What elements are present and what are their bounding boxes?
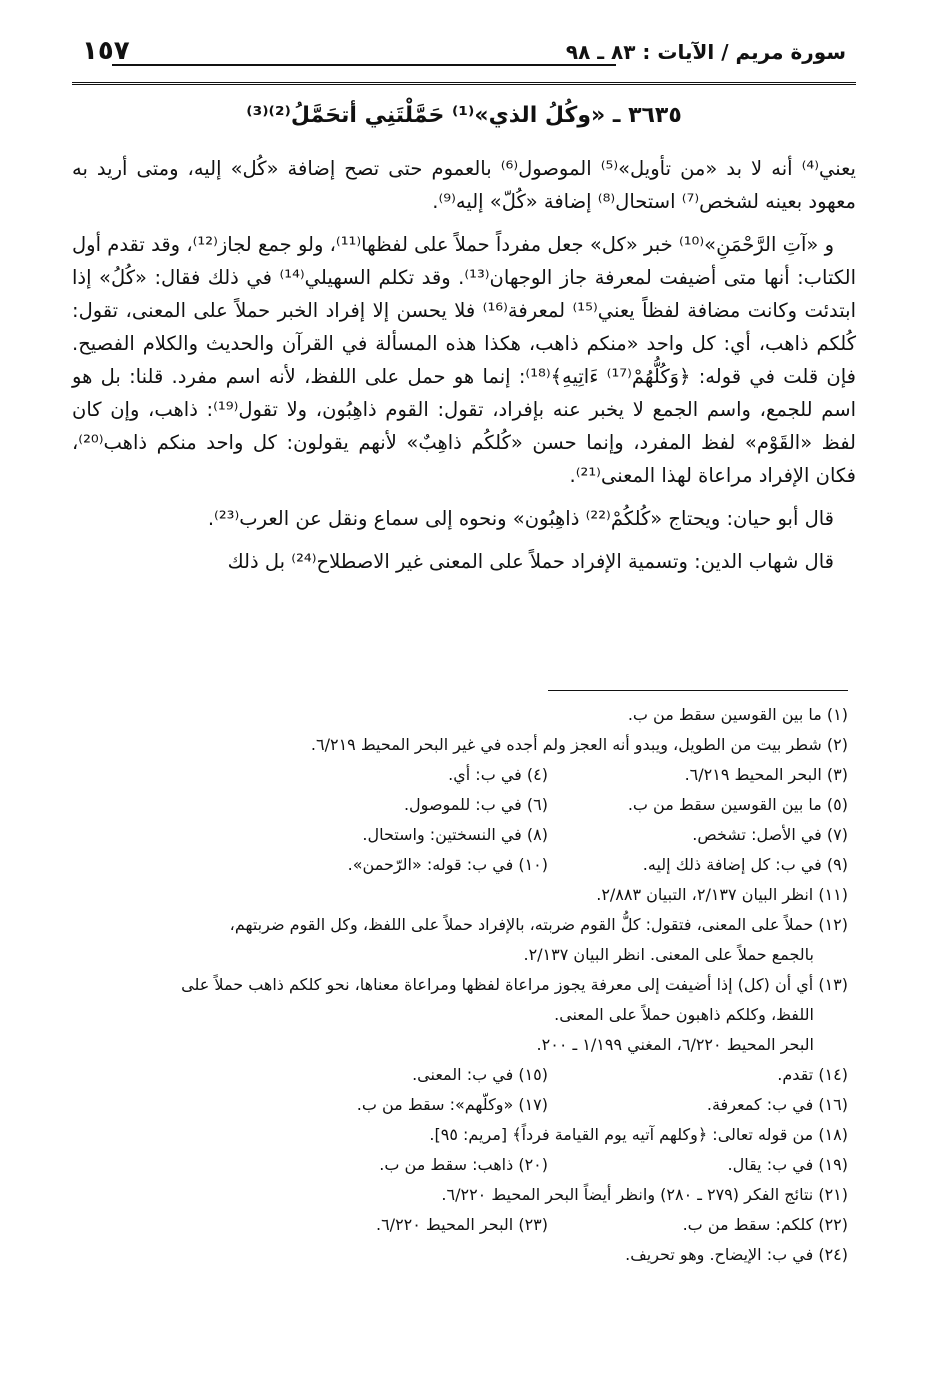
main-text xyxy=(72,152,856,588)
footnote-row xyxy=(80,850,848,880)
footnote-12-continued: بالجمع حملاً على المعنى. انظر البيان ٢/١٣٧. xyxy=(523,945,814,964)
entry-heading: ٣٦٣٥ ـ «وكُلُ الذي»⁽¹⁾ حَمَّلْتَنِي أتحَمَّلُ⁽²⁾⁽³⁾ xyxy=(246,103,682,128)
footnote-7: (٧) في الأصل: تشخص. xyxy=(692,825,848,844)
footnote-5: (٥) ما بين القوسين سقط من ب. xyxy=(627,795,848,814)
footnote-24: (٢٤) في ب: الإيضاح. وهو تحريف. xyxy=(625,1245,848,1264)
footnote-9: (٩) في ب: كل إضافة ذلك إليه. xyxy=(642,855,848,874)
footnote-14: (١٤) تقدم. xyxy=(777,1065,848,1084)
footnote-row xyxy=(80,1150,848,1180)
footnote-22: (٢٢) كلكم: سقط من ب. xyxy=(682,1215,848,1234)
footnote-separator xyxy=(548,690,848,691)
header-rule xyxy=(112,64,616,66)
footnote-row xyxy=(80,1090,848,1120)
footnote-17: (١٧) «وكلّهم»: سقط من ب. xyxy=(356,1095,548,1114)
body-paragraph-2: و «آتِ الرَّحْمَنِ»⁽¹⁰⁾ خبر «كل» جعل مفرداً حملاً على لفظها⁽¹¹⁾، ولو جمع لجاز⁽¹²⁾، وقد تقدم أول الكتاب: أنها متى أضيفت لمعرفة جاز الوجهان⁽¹³⁾. وقد تكلم السهيلي⁽¹⁴⁾ في ذلك فقال: «كُلُ» إذا ابتدئت وكانت مضافة لفظاً يعني⁽¹⁵⁾ لمعرفة⁽¹⁶⁾ فلا يحسن إلا إفراد الخبر حملاً على المعنى، تقول: كُلكم ذاهب، أي: كل واحد «منكم ذاهب، هكذا هذه المسألة في القرآن والحديث والكلام الفصيح. فإن قلت في قوله: ﴿وَكُلُّهُمْ⁽¹⁷⁾ ءَاتِيهِ﴾⁽¹⁸⁾: إنما هو حمل على اللفظ، لأنه اسم مفرد. قلنا: بل هو اسم للجمع، واسم الجمع لا يخبر عنه بإفراد، تقول: القوم ذاهِبُون، ولا تقول⁽¹⁹⁾: ذاهب، وإن كان لفظ «القَوْم» لفظ المفرد، وإنما حسن «كُلكُم ذاهِبٌ» لأنهم يقولون: كل واحد منكم ذاهب⁽²⁰⁾، فكان الإفراد مراعاة لهذا المعنى⁽²¹⁾. xyxy=(72,233,857,487)
footnote-11: (١١) انظر البيان ٢/١٣٧، التبيان ٢/٨٨٣. xyxy=(596,885,848,904)
footnote-16: (١٦) في ب: كمعرفة. xyxy=(706,1095,848,1114)
footnote-23: (٢٣) البحر المحيط ٦/٢٢٠. xyxy=(375,1215,548,1234)
footnote-13: (١٣) أي أن (كل) إذا أضيفت إلى معرفة يجوز مراعاة لفظها ومراعاة معناها، نحو كلكم ذاهب حملاً على xyxy=(181,975,848,994)
body-paragraph-1: يعني⁽⁴⁾ أنه لا بد «من تأويل»⁽⁵⁾ الموصول⁽⁶⁾ بالعموم حتى تصح إضافة «كُل» إليه، ومتى أريد به معهود بعينه لشخص⁽⁷⁾ استحال⁽⁸⁾ إضافة «كُلّ» إليه⁽⁹⁾. xyxy=(72,157,856,213)
footnote-row xyxy=(80,790,848,820)
page-number: ١٥٧ xyxy=(82,36,130,66)
running-header-title: سورة مريم / الآيات : ٨٣ ـ ٩٨ xyxy=(565,40,846,64)
footnote-1: (١) ما بين القوسين سقط من ب. xyxy=(627,705,848,724)
footnote-13-source: البحر المحيط ٦/٢٢٠، المغني ١/١٩٩ ـ ٢٠٠. xyxy=(536,1035,814,1054)
footnotes xyxy=(80,700,848,1270)
footnote-18: (١٨) من قوله تعالى: ﴿وكلهم آتيه يوم القيامة فرداً﴾ [مريم: ٩٥]. xyxy=(429,1125,848,1144)
body-paragraph-4: قال شهاب الدين: وتسمية الإفراد حملاً على المعنى غير الاصطلاح⁽²⁴⁾ بل ذلك xyxy=(227,550,834,573)
footnote-row xyxy=(80,760,848,790)
footnote-8: (٨) في النسختين: واستحال. xyxy=(362,825,548,844)
body-paragraph-3: قال أبو حيان: ويحتاج «كُلكُمْ⁽²²⁾ ذاهِبُون» ونحوه إلى سماع ونقل عن العرب⁽²³⁾. xyxy=(207,507,834,530)
footnote-10: (١٠) في ب: قوله: «الرّحمن». xyxy=(347,855,548,874)
footnote-row xyxy=(80,820,848,850)
footnote-2: (٢) شطر بيت من الطويل، ويبدو أنه العجز ولم أجده في غير البحر المحيط ٦/٢١٩. xyxy=(310,735,848,754)
header-separator xyxy=(72,82,856,85)
footnote-6: (٦) في ب: للموصول. xyxy=(403,795,548,814)
footnote-3: (٣) البحر المحيط ٦/٢١٩. xyxy=(684,765,848,784)
running-header xyxy=(72,36,856,80)
footnote-13-continued: اللفظ، وكلكم ذاهبون حملاً على المعنى. xyxy=(554,1005,814,1024)
footnote-15: (١٥) في ب: المعنى. xyxy=(412,1065,548,1084)
footnote-21: (٢١) نتائج الفكر (٢٧٩ ـ ٢٨٠) وانظر أيضاً البحر المحيط ٦/٢٢٠. xyxy=(441,1185,848,1204)
footnote-12: (١٢) حملاً على المعنى، فتقول: كلُّ القوم ضربته، بالإفراد حملاً على اللفظ، وكل القوم ضربتهم، xyxy=(229,915,848,934)
footnote-20: (٢٠) ذاهب: سقط من ب. xyxy=(379,1155,548,1174)
footnote-4: (٤) في ب: أي. xyxy=(448,765,548,784)
footnote-row xyxy=(80,1060,848,1090)
footnote-row xyxy=(80,1210,848,1240)
footnote-19: (١٩) في ب: يقال. xyxy=(727,1155,848,1174)
